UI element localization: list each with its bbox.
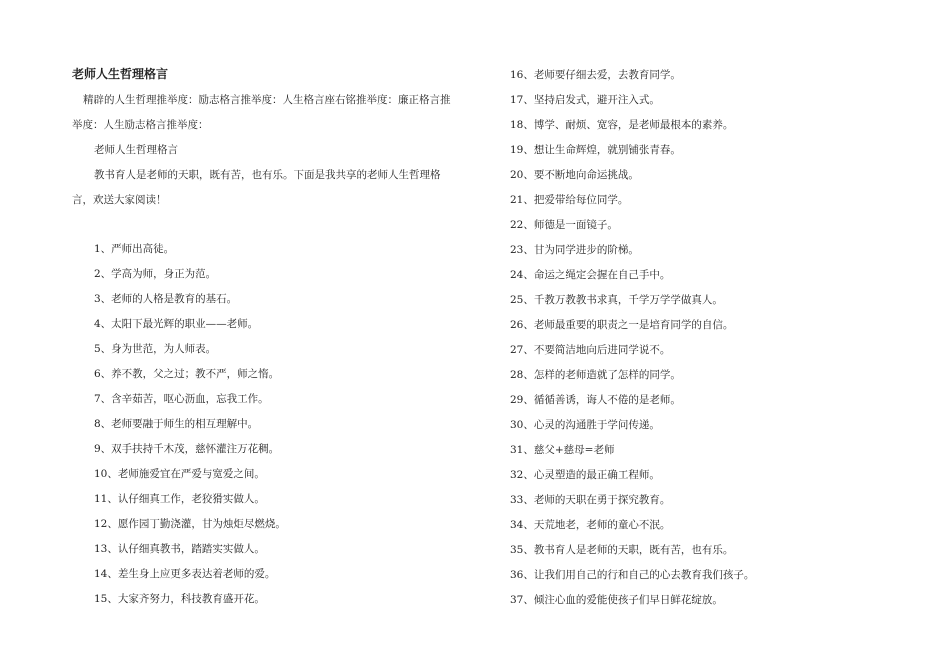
document-title: 老师人生哲理格言 bbox=[72, 67, 169, 81]
list-item: 22、师德是一面镜子。 bbox=[510, 219, 618, 231]
list-item: 1、严师出高徒。 bbox=[94, 243, 175, 255]
list-item: 8、老师要融于师生的相互理解中。 bbox=[94, 418, 259, 430]
list-item: 33、老师的天职在勇于探究教育。 bbox=[510, 494, 671, 506]
list-item: 27、不要简洁地向后进同学说不。 bbox=[510, 344, 671, 356]
list-item: 28、怎样的老师造就了怎样的同学。 bbox=[510, 369, 681, 381]
list-item: 10、老师施爱宜在严爱与宽爱之间。 bbox=[94, 468, 265, 480]
list-item: 16、老师要仔细去爱，去教育同学。 bbox=[510, 69, 681, 81]
list-item: 31、慈父+慈母=老师 bbox=[510, 444, 615, 456]
list-item: 18、博学、耐烦、宽容，是老师最根本的素养。 bbox=[510, 119, 734, 131]
list-item: 20、要不断地向命运挑战。 bbox=[510, 169, 639, 181]
list-item: 35、教书育人是老师的天职，既有苦，也有乐。 bbox=[510, 544, 734, 556]
list-item: 3、老师的人格是教育的基石。 bbox=[94, 293, 238, 305]
list-item: 24、命运之绳定会握在自己手中。 bbox=[510, 269, 671, 281]
list-item: 23、甘为同学进步的阶梯。 bbox=[510, 244, 639, 256]
list-item: 11、认仔细真工作，老狡猾实做人。 bbox=[94, 493, 265, 505]
list-item: 15、大家齐努力，科技教育盛开花。 bbox=[94, 593, 265, 605]
subtitle: 老师人生哲理格言 bbox=[94, 144, 178, 156]
list-item: 5、身为世范，为人师表。 bbox=[94, 343, 217, 355]
list-item: 29、循循善诱，诲人不倦的是老师。 bbox=[510, 394, 681, 406]
list-item: 12、愿作园丁勤浇灌，甘为烛炬尽燃烧。 bbox=[94, 518, 286, 530]
list-item: 19、想让生命辉煌，就别铺张青春。 bbox=[510, 144, 681, 156]
list-item: 7、含辛茹苦，呕心沥血，忘我工作。 bbox=[94, 393, 269, 405]
list-item: 17、坚持启发式，避开注入式。 bbox=[510, 94, 660, 106]
list-item: 14、差生身上应更多表达着老师的爱。 bbox=[94, 568, 276, 580]
list-item: 32、心灵塑造的最正确工程师。 bbox=[510, 469, 660, 481]
intro-paragraph-2: 教书育人是老师的天职，既有苦，也有乐。下面是我共享的老师人生哲理格言，欢送大家阅读！ bbox=[72, 169, 441, 206]
list-item: 36、让我们用自己的行和自己的心去教育我们孩子。 bbox=[510, 569, 755, 581]
list-item: 6、养不教，父之过；教不严，师之惰。 bbox=[94, 368, 280, 380]
list-item: 9、双手扶持千木茂，慈怀灌注万花稠。 bbox=[94, 443, 280, 455]
list-item: 25、千教万教教书求真，千学万学学做真人。 bbox=[510, 294, 723, 306]
list-item: 21、把爱带给每位同学。 bbox=[510, 194, 629, 206]
list-item: 34、天荒地老，老师的童心不泯。 bbox=[510, 519, 671, 531]
intro-paragraph: 精辟的人生哲理推举度：励志格言推举度：人生格言座右铭推举度：廉正格言推举度：人生励志格言推举度： bbox=[72, 94, 451, 131]
list-item: 30、心灵的沟通胜于学问传递。 bbox=[510, 419, 660, 431]
list-item: 13、认仔细真教书，踏踏实实做人。 bbox=[94, 543, 265, 555]
list-item: 26、老师最重要的职责之一是培育同学的自信。 bbox=[510, 319, 734, 331]
list-item: 37、倾注心血的爱能使孩子们早日鲜花绽放。 bbox=[510, 594, 723, 606]
list-item: 4、太阳下最光辉的职业——老师。 bbox=[94, 318, 259, 330]
list-item: 2、学高为师，身正为范。 bbox=[94, 268, 217, 280]
